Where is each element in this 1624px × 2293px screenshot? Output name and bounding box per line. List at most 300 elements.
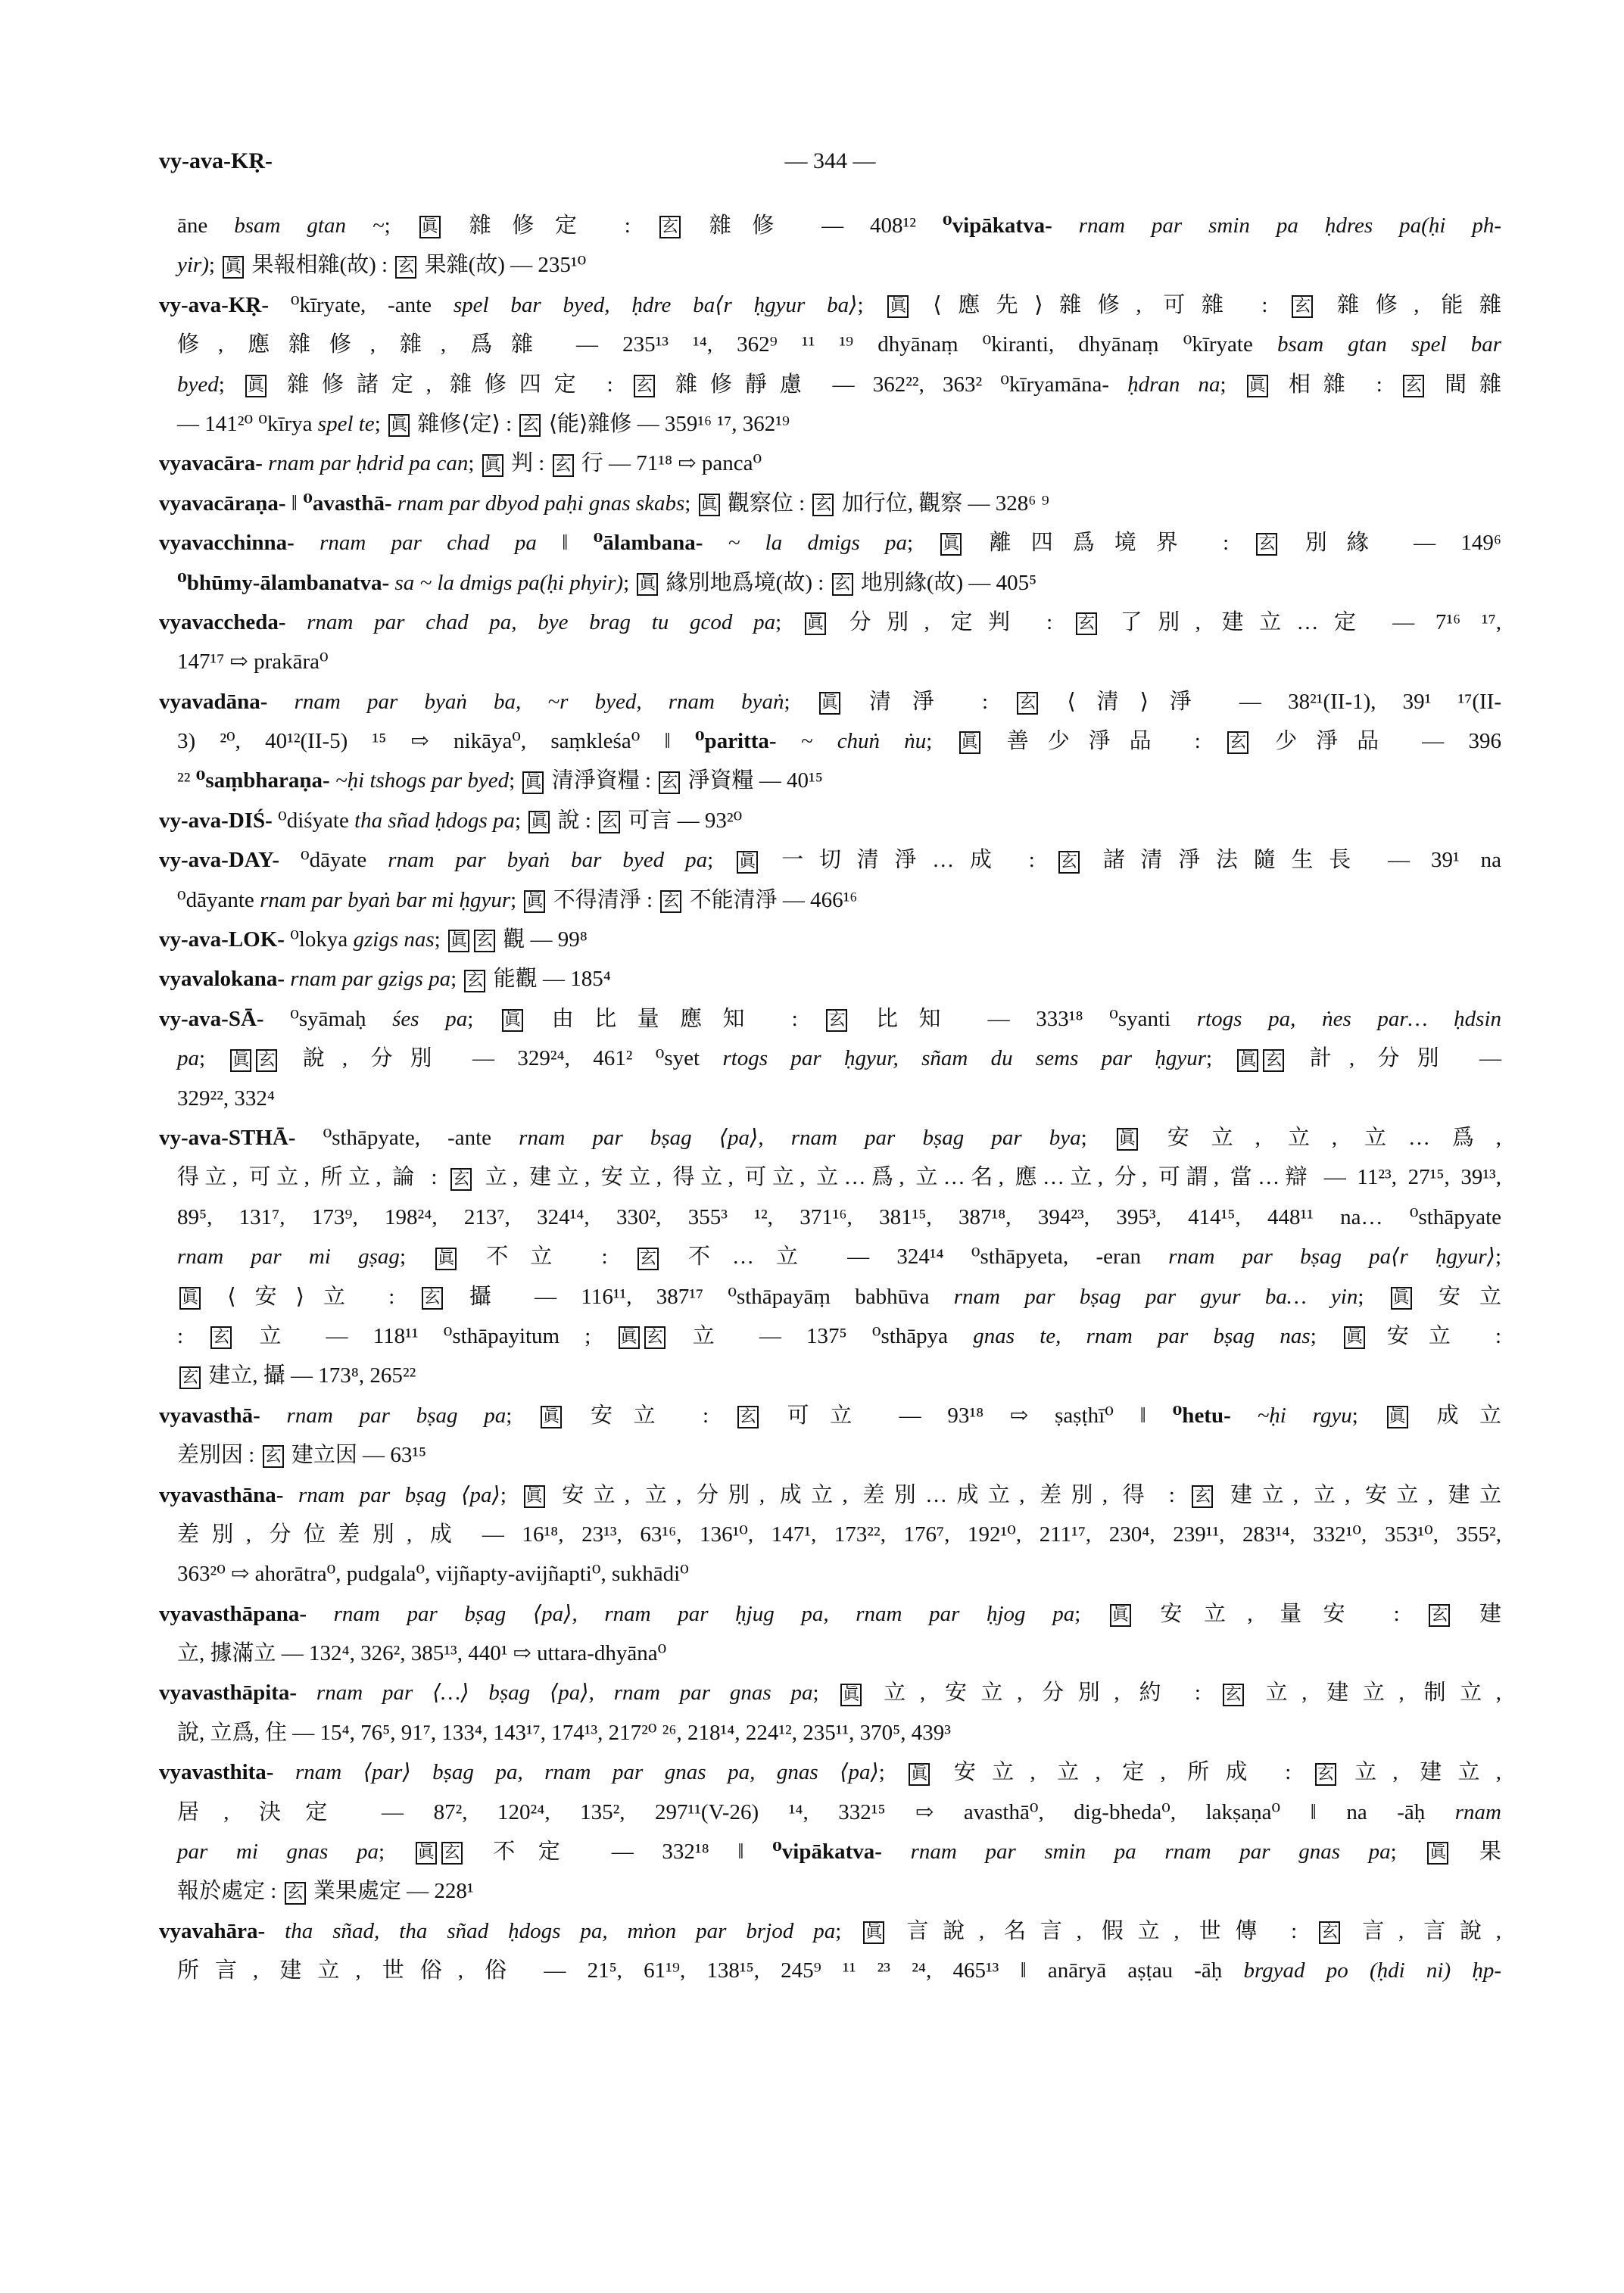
entry-text: 可立 — 93¹⁸ ⇨ ṣaṣṭhī⁰ ‖	[760, 1403, 1173, 1428]
entry-text: 清淨 :	[842, 689, 1015, 714]
entry-text: ;	[378, 1840, 413, 1865]
translator-mark: 玄	[1263, 1049, 1284, 1072]
entry-text: ;	[926, 729, 957, 754]
entry-text: 行 — 71¹⁸ ⇨ panca⁰	[575, 451, 762, 476]
headword: vyavasthāna-	[159, 1482, 298, 1507]
translator-mark: 眞	[863, 1921, 884, 1944]
translator-mark: 眞	[1117, 1128, 1138, 1151]
headword: ⁰ālambana-	[593, 531, 728, 556]
entry-text: ;	[1495, 1245, 1502, 1270]
entry-text: 雜修定 :	[442, 213, 657, 238]
entry-text: 成立	[1410, 1403, 1502, 1428]
entry-line	[159, 1396, 1501, 1435]
translator-mark: 眞	[1110, 1604, 1131, 1627]
translator-mark: 玄	[1076, 612, 1097, 635]
entry-line	[159, 484, 1501, 523]
headword: vyavadāna-	[159, 689, 295, 714]
entry-line	[159, 563, 1501, 603]
tibetan-gloss: rnam par byaṅ bar mi ḥgyur	[260, 887, 511, 912]
dictionary-entry	[159, 682, 1501, 801]
entry-text: 能觀 — 185⁴	[488, 967, 611, 992]
headword: vy-ava-SĀ-	[159, 1006, 291, 1031]
entry-line	[159, 642, 1501, 681]
headword: vyavacāra-	[159, 451, 269, 476]
entry-line	[159, 1079, 1501, 1118]
entry-text: 地別緣(故) — 405⁵	[855, 570, 1037, 595]
headword: vy-ava-KṚ-	[159, 292, 291, 317]
entry-text: 89⁵, 131⁷, 173⁹, 198²⁴, 213⁷, 324¹⁴, 330², 355³ ¹², 371¹⁶, 381¹⁵, 387¹⁸, 394²³, 395³, 414¹⁵, 448¹¹ na… ⁰sthāpyate	[177, 1204, 1501, 1229]
entry-text: ⟨安⟩立 :	[203, 1284, 419, 1309]
entry-text: ;	[218, 372, 243, 397]
tibetan-gloss: byed	[177, 372, 219, 397]
entry-line	[159, 1475, 1501, 1515]
translator-mark: 玄	[660, 890, 681, 913]
entry-text: 一切清淨…成 :	[760, 848, 1056, 873]
entry-text: ⁰sthāpyate, -ante	[323, 1125, 519, 1150]
translator-mark: 玄	[812, 494, 834, 516]
entry-text: ‖	[562, 531, 594, 556]
entry-text: 安立 :	[1367, 1323, 1502, 1348]
headword: vyavacāraṇa-	[159, 491, 291, 516]
entry-line	[159, 404, 1501, 444]
entry-text: ;	[835, 1918, 862, 1943]
entry-line	[159, 603, 1501, 642]
tibetan-gloss: rtogs pa, ṅes par… ḥdsin	[1196, 1006, 1502, 1031]
translator-mark: 眞	[524, 1485, 545, 1508]
tibetan-gloss: ~ḥi tshogs par byed	[335, 768, 510, 793]
entry-text: 言, 言說,	[1342, 1918, 1501, 1943]
entry-text: 147¹⁷ ⇨ prakāra⁰	[177, 650, 329, 675]
headword: vyavacchinna-	[159, 531, 320, 556]
entry-text: 建	[1452, 1601, 1501, 1626]
headword: vyavasthāpana-	[159, 1601, 334, 1626]
translator-mark: 眞	[223, 256, 244, 279]
tibetan-gloss: rnam par smin pa rnam par gnas pa	[910, 1840, 1391, 1865]
headword: ⁰vipākatva-	[942, 213, 1079, 238]
entry-text: ⁰diśyate	[278, 808, 355, 833]
entry-text: 修, 應雜修, 雜, 爲雜 — 235¹³ ¹⁴, 362⁹ ¹¹ ¹⁹ dhyānaṃ ⁰kiranti, dhyānaṃ ⁰kīryate	[177, 332, 1277, 357]
entry-text: 說 :	[552, 808, 597, 833]
translator-mark: 玄	[1403, 375, 1424, 397]
entry-text: 安立, 立, 分別, 成立, 差別…成立, 差別, 得 :	[547, 1482, 1190, 1507]
tibetan-gloss: rnam par ḥdrid pa can	[268, 451, 469, 476]
entry-text: 雜修靜慮 — 362²², 363² ⁰kīryamāna-	[656, 372, 1128, 397]
translator-mark: 眞	[1427, 1842, 1448, 1865]
dictionary-entry	[159, 523, 1501, 603]
entry-text: 了別, 建立…定 — 7¹⁶ ¹⁷,	[1099, 609, 1501, 634]
entry-text: ⁰kīryate, -ante	[290, 292, 454, 317]
entry-text: 329²², 332⁴	[177, 1086, 275, 1111]
translator-mark: 眞	[245, 375, 267, 397]
entry-text: ;	[374, 411, 386, 436]
entry-text: 所言, 建立, 世俗, 俗 — 21⁵, 61¹⁹, 138¹⁵, 245⁹ ¹¹ ²³ ²⁴, 465¹³ ‖ anāryā aṣṭau -āḥ	[177, 1958, 1244, 1983]
headword: ⁰avasthā-	[303, 491, 397, 516]
entry-text: ;	[857, 292, 886, 317]
page-header	[159, 148, 1501, 182]
translator-mark: 眞	[1391, 1287, 1412, 1310]
translator-mark: 玄	[1256, 533, 1277, 556]
tibetan-gloss: rnam par bṣag ⟨pa⟩, rnam par bṣag par bya	[519, 1125, 1081, 1150]
translator-mark: 眞	[819, 692, 840, 715]
entry-text: 由比量應知 :	[525, 1006, 824, 1031]
entry-text: ;	[1351, 1403, 1385, 1428]
headword: ⁰vipākatva-	[772, 1840, 911, 1865]
entry-text: 不能清淨 — 466¹⁶	[684, 887, 858, 912]
entry-text: 建立, 立, 安立, 建立	[1215, 1482, 1501, 1507]
entry-text: ;	[907, 531, 939, 556]
entry-line	[159, 1634, 1501, 1673]
entry-line	[159, 1673, 1501, 1712]
tibetan-gloss: rnam par chad pa, bye brag tu gcod pa	[307, 609, 776, 634]
entry-text: ;	[399, 1245, 434, 1270]
entry-text: ;	[515, 808, 527, 833]
translator-mark: 玄	[553, 454, 574, 477]
entry-text: ;	[208, 253, 221, 278]
translator-mark: 玄	[464, 970, 485, 992]
entry-line	[159, 1713, 1501, 1752]
entry-text: 判 :	[505, 451, 550, 476]
translator-mark: 眞	[909, 1763, 930, 1786]
dictionary-entry	[159, 1396, 1501, 1475]
entry-text: ;	[784, 689, 817, 714]
translator-mark: 玄	[637, 1248, 659, 1270]
entry-line	[159, 1951, 1501, 1990]
entry-line	[159, 1871, 1501, 1911]
entry-text: ;	[434, 927, 446, 952]
entry-line	[159, 206, 1501, 245]
entry-text: :	[177, 1323, 209, 1348]
headword: ⁰paritta-	[694, 729, 801, 754]
dictionary-entry	[159, 959, 1501, 999]
entry-text: ;	[1357, 1284, 1389, 1309]
tibetan-gloss: śes pa	[392, 1006, 468, 1031]
translator-mark: 玄	[179, 1366, 201, 1389]
translator-mark: 眞	[388, 414, 410, 437]
entry-text: ;	[506, 1403, 539, 1428]
entry-text: ;	[1080, 1125, 1114, 1150]
entry-text: 清淨資糧 :	[546, 768, 657, 793]
entry-text: ;	[1220, 372, 1245, 397]
entry-line	[159, 245, 1501, 285]
tibetan-gloss: rnam par gzigs pa	[290, 967, 451, 992]
dictionary-entry	[159, 484, 1501, 523]
translator-mark: 眞	[541, 1406, 562, 1428]
entry-text: 說, 分別 — 329²⁴, 461² ⁰syet	[279, 1046, 723, 1071]
entry-text: ;	[199, 1046, 229, 1071]
entry-line	[159, 325, 1501, 364]
tibetan-gloss: tha sñad ḥdogs pa	[354, 808, 516, 833]
entry-text: ;	[812, 1681, 839, 1706]
entry-text: 3) ²⁰, 40¹²(II-5) ¹⁵ ⇨ nikāya⁰, saṃkleśa⁰ ‖	[177, 729, 695, 754]
translator-mark: 玄	[1017, 692, 1038, 715]
entry-text: 363²⁰ ⇨ ahorātra⁰, pudgala⁰, vijñapty-avijñapti⁰, sukhādi⁰	[177, 1562, 689, 1587]
entry-text: ;	[509, 768, 521, 793]
entry-line	[159, 1515, 1501, 1554]
tibetan-gloss: spel bar byed, ḥdre ba⟨r ḥgyur ba⟩	[453, 292, 858, 317]
entry-text: 差別因 :	[177, 1443, 260, 1468]
entry-text: 分別, 定判 :	[828, 609, 1074, 634]
translator-mark: 眞	[699, 494, 720, 516]
entry-line	[159, 682, 1501, 721]
entry-text: 居, 決定 — 87², 120²⁴, 135², 297¹¹(V-26) ¹⁴, 332¹⁵ ⇨ avasthā⁰, dig-bheda⁰, lakṣaṇa⁰ ‖ na -āḥ	[177, 1799, 1455, 1824]
entry-text: ;	[1310, 1323, 1342, 1348]
tibetan-gloss: rnam par dbyod paḥi gnas skabs	[397, 491, 685, 516]
translator-mark: 眞	[230, 1049, 251, 1072]
entry-text: ;	[775, 609, 803, 634]
entry-line	[159, 801, 1501, 840]
tibetan-gloss: bsam gtan ~	[234, 213, 385, 238]
tibetan-gloss: ~ la dmigs pa	[728, 531, 908, 556]
translator-mark: 玄	[659, 771, 680, 794]
entry-text: 雜修諸定, 雜修四定 :	[268, 372, 631, 397]
entry-text: 安立, 立, 立…爲,	[1139, 1125, 1501, 1150]
entry-text: ;	[1074, 1601, 1108, 1626]
entry-text: 攝 — 116¹¹, 387¹⁷ ⁰sthāpayāṃ babhūva	[444, 1284, 954, 1309]
entry-text: 觀 — 99⁸	[497, 927, 588, 952]
dictionary-entry	[159, 920, 1501, 959]
translator-mark: 眞	[1387, 1406, 1408, 1428]
tibetan-gloss: rnam par chad pa	[320, 531, 563, 556]
dictionary-entry	[159, 1752, 1501, 1911]
tibetan-gloss: ~ chuṅ ṅu	[800, 729, 927, 754]
headword: vyavahāra-	[159, 1918, 285, 1943]
translator-mark: 眞	[637, 573, 658, 596]
headword: ⁰hetu-	[1172, 1403, 1258, 1428]
tibetan-gloss: rnam par bṣag pa	[286, 1403, 507, 1428]
headword: ⁰saṃbharaṇa-	[195, 768, 335, 793]
tibetan-gloss: rnam par byaṅ bar byed pa	[388, 848, 708, 873]
entry-line	[159, 880, 1501, 920]
translator-mark: 玄	[395, 256, 416, 279]
entry-text: 離四爲境界 :	[964, 531, 1255, 556]
translator-mark: 玄	[422, 1287, 443, 1310]
tibetan-gloss: gzigs nas	[353, 927, 435, 952]
entry-text: 安立 :	[564, 1403, 735, 1428]
entry-text: ;	[500, 1482, 522, 1507]
translator-mark: 玄	[263, 1445, 284, 1468]
entry-text: ;	[707, 848, 735, 873]
tibetan-gloss: par mi gnas pa	[177, 1840, 379, 1865]
entry-text: ;	[468, 451, 480, 476]
translator-mark: 玄	[285, 1882, 306, 1905]
entry-text: ;	[684, 491, 697, 516]
translator-mark: 玄	[210, 1326, 232, 1349]
entry-text: 間雜	[1426, 372, 1501, 397]
tibetan-gloss: rtogs par ḥgyur, sñam du sems par ḥgyur	[722, 1046, 1207, 1071]
entry-text: — 141²⁰ ⁰kīrya	[177, 411, 318, 436]
translator-mark: 玄	[1429, 1604, 1450, 1627]
headword: vyavaccheda-	[159, 609, 307, 634]
entry-text: 果雜(故) — 235¹⁰	[419, 253, 587, 278]
entry-text: ;	[384, 213, 417, 238]
translator-mark: 玄	[1319, 1921, 1340, 1944]
translator-mark: 眞	[522, 771, 544, 794]
entry-line	[159, 999, 1501, 1039]
translator-mark: 玄	[450, 1168, 472, 1191]
dictionary-entry	[159, 801, 1501, 840]
entry-text: 可言 — 93²⁰	[622, 808, 743, 833]
entry-text: ;	[1390, 1840, 1426, 1865]
tibetan-gloss: ḥdran na	[1127, 372, 1220, 397]
entry-line	[159, 1198, 1501, 1237]
entry-line	[159, 285, 1501, 325]
entry-text: ;	[510, 887, 522, 912]
headword: vy-ava-DAY-	[159, 848, 301, 873]
entry-line	[159, 1356, 1501, 1395]
headword: vyavasthita-	[159, 1760, 295, 1785]
tibetan-gloss: rnam par bṣag pa⟨r ḥgyur⟩	[1168, 1245, 1495, 1270]
translator-mark: 眞	[524, 890, 545, 913]
entry-line	[159, 365, 1501, 404]
entry-text: 不…立 — 324¹⁴ ⁰sthāpyeta, -eran	[660, 1245, 1169, 1270]
entry-line	[159, 1237, 1501, 1276]
dictionary-entry	[159, 1911, 1501, 1991]
dictionary-entry	[159, 840, 1501, 920]
dictionary-entry	[159, 1594, 1501, 1674]
translator-mark: 眞	[887, 295, 909, 318]
entry-text: 不立 :	[459, 1245, 635, 1270]
entry-text: 緣別地爲境(故) :	[660, 570, 830, 595]
translator-mark: 眞	[1247, 375, 1268, 397]
entry-line	[159, 1277, 1501, 1316]
running-head: vy-ava-KṚ-	[159, 148, 273, 173]
entry-text: ⁰syāmaḥ	[290, 1006, 393, 1031]
dictionary-entry	[159, 1673, 1501, 1752]
tibetan-gloss: rnam par smin pa ḥdres pa(ḥi ph-	[1078, 213, 1502, 238]
entry-line	[159, 1594, 1501, 1634]
tibetan-gloss: sa ~ la dmigs pa(ḥi phyir)	[394, 570, 624, 595]
entry-text: 立, 據滿立 — 132⁴, 326², 385¹³, 440¹ ⇨ uttara-dhyāna⁰	[177, 1641, 667, 1666]
translator-mark: 玄	[256, 1049, 277, 1072]
entry-text: 安立, 立, 定, 所成 :	[932, 1760, 1313, 1785]
entry-text: 立, 建立,	[1338, 1760, 1501, 1785]
translator-mark: 玄	[826, 1009, 847, 1032]
translator-mark: 眞	[805, 612, 826, 635]
dictionary-entry	[159, 285, 1501, 444]
translator-mark: 玄	[441, 1842, 463, 1865]
entry-text: ;	[878, 1760, 907, 1785]
translator-mark: 眞	[448, 930, 469, 952]
entry-text: 少淨品 — 396	[1251, 729, 1501, 754]
translator-mark: 玄	[659, 216, 681, 238]
entry-line	[159, 1118, 1501, 1157]
entry-text: 得立, 可立, 所立, 論 :	[177, 1165, 449, 1190]
headword: vy-ava-STHĀ-	[159, 1125, 323, 1150]
entry-line	[159, 959, 1501, 999]
translator-mark: 玄	[599, 811, 620, 833]
tibetan-gloss: rnam par mi gṣag	[177, 1245, 400, 1270]
entry-text: 比知 — 333¹⁸ ⁰syanti	[849, 1006, 1197, 1031]
tibetan-gloss: bsam gtan spel bar	[1276, 332, 1501, 357]
entry-text: 雜修⟨定⟩ :	[412, 411, 518, 436]
entry-line	[159, 1039, 1501, 1078]
translator-mark: 眞	[435, 1248, 457, 1270]
entry-line	[159, 1832, 1501, 1871]
translator-mark: 眞	[1344, 1326, 1365, 1349]
entry-text: 立, 建立, 安立, 得立, 可立, 立…爲, 立…名, 應…立, 分, 可謂, 當…辯 — 11²³, 27¹⁵, 39¹³,	[474, 1165, 1502, 1190]
entry-text: 安立, 量安 :	[1133, 1601, 1427, 1626]
dictionary-entry	[159, 206, 1501, 285]
tibetan-gloss: rnam par bṣag ⟨pa⟩, rnam par ḥjug pa, rnam par ḥjog pa	[333, 1601, 1075, 1626]
dictionary-entry	[159, 603, 1501, 682]
entry-line	[159, 1911, 1501, 1951]
translator-mark: 眞	[619, 1326, 640, 1349]
tibetan-gloss: gnas te, rnam par bṣag nas	[973, 1323, 1311, 1348]
tibetan-gloss: rnam par byaṅ ba, ~r byed, rnam byaṅ	[294, 689, 784, 714]
entry-line	[159, 523, 1501, 562]
translator-mark: 眞	[959, 731, 980, 754]
page-number: — 344 —	[784, 148, 876, 173]
tibetan-gloss: pa	[177, 1046, 199, 1071]
translator-mark: 玄	[519, 414, 541, 437]
entry-text: 加行位, 觀察 — 328⁶ ⁹	[836, 491, 1049, 516]
dictionary-entry	[159, 1118, 1501, 1396]
translator-mark: 眞	[840, 1684, 862, 1706]
entry-text: ‖	[291, 491, 304, 516]
entry-text: 立 — 118¹¹ ⁰sthāpayitum ;	[234, 1323, 616, 1348]
entry-text: āne	[177, 213, 235, 238]
entry-text: 立 — 137⁵ ⁰sthāpya	[667, 1323, 974, 1348]
entry-text: 建立, 攝 — 173⁸, 265²²	[203, 1363, 416, 1388]
headword: ⁰bhūmy-ālambanatva-	[177, 570, 395, 595]
translator-mark: 眞	[528, 811, 550, 833]
translator-mark: 眞	[1237, 1049, 1258, 1072]
translator-mark: 眞	[737, 851, 758, 874]
entry-text: ⟨清⟩淨 — 38²¹(II-1), 39¹ ¹⁷(II-	[1040, 689, 1501, 714]
entry-text: ;	[467, 1006, 500, 1031]
entry-line	[159, 1316, 1501, 1356]
translator-mark: 眞	[940, 533, 962, 556]
translator-mark: 玄	[737, 1406, 759, 1428]
entry-text: ²²	[177, 768, 196, 793]
entry-text: ⁰dāyante	[177, 887, 260, 912]
translator-mark: 玄	[1223, 1684, 1244, 1706]
entry-text: 業果處定 — 228¹	[307, 1879, 474, 1904]
translator-mark: 玄	[634, 375, 655, 397]
entry-text: 言說, 名言, 假立, 世傳 :	[887, 1918, 1317, 1943]
dictionary-body	[159, 206, 1501, 1991]
entry-text: 雜修 — 408¹²	[682, 213, 943, 238]
entry-line	[159, 840, 1501, 880]
entry-text: ;	[623, 570, 635, 595]
entry-line	[159, 444, 1501, 483]
tibetan-gloss: rnam par bṣag ⟨pa⟩	[298, 1482, 500, 1507]
entry-line	[159, 721, 1501, 761]
entry-line	[159, 920, 1501, 959]
headword: vyavasthā-	[159, 1403, 287, 1428]
translator-mark: 玄	[1227, 731, 1248, 754]
entry-text: 安立	[1414, 1284, 1501, 1309]
entry-text: 觀察位 :	[722, 491, 811, 516]
tibetan-gloss: rnam ⟨par⟩ bṣag pa, rnam par gnas pa, gnas ⟨pa⟩	[295, 1760, 879, 1785]
entry-text: 諸清淨法隨生長 — 39¹ na	[1081, 848, 1502, 873]
entry-line	[159, 1157, 1501, 1197]
entry-text: 果報相雜(故) :	[246, 253, 394, 278]
entry-text: 計, 分別 —	[1286, 1046, 1502, 1071]
entry-text: 別緣 — 149⁶	[1280, 531, 1501, 556]
entry-text: ;	[450, 967, 463, 992]
translator-mark: 眞	[416, 1842, 437, 1865]
translator-mark: 眞	[502, 1009, 523, 1032]
entry-text: 相雜 :	[1270, 372, 1401, 397]
entry-line	[159, 1793, 1501, 1832]
tibetan-gloss: ~ḥi rgyu	[1257, 1403, 1352, 1428]
translator-mark: 玄	[474, 930, 495, 952]
entry-text: ⟨能⟩雜修 — 359¹⁶ ¹⁷, 362¹⁹	[543, 411, 790, 436]
entry-text: ;	[1206, 1046, 1236, 1071]
dictionary-entry	[159, 999, 1501, 1118]
tibetan-gloss: yir)	[177, 253, 209, 278]
